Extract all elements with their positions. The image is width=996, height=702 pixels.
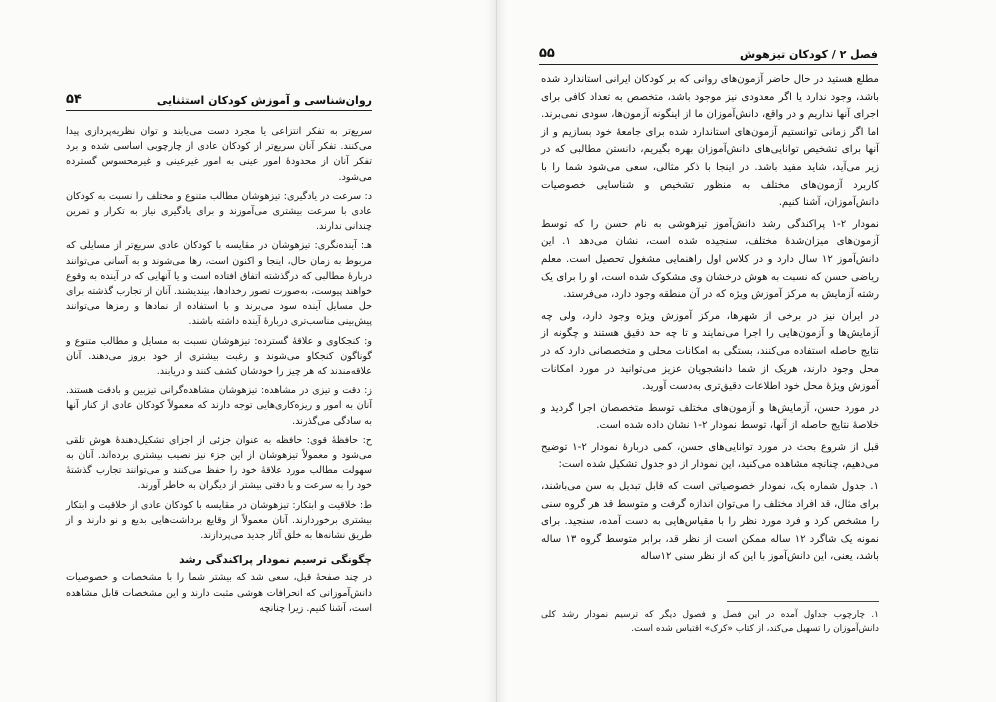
paragraph: و: کنجکاوی و علاقهٔ گسترده: تیزهوشان نسبت به مسایل و مطالب متنوع و گوناگون کنجکاو می‌شوند و رغبت بیشتری از خود بروز می‌دهند. آنان علاقه‌مندند که هر چیز را خودشان کشف کنند و دریابند. [66, 335, 372, 378]
paragraph: قبل از شروع بحث در مورد توانایی‌های حسن، کمی دربارهٔ نمودار ۲-۱ توضیح می‌دهیم، چنانچه مشاهده می‌کنید، این نمودار از دو جدول تشکیل شده است: [541, 441, 880, 471]
paragraph: در چند صفحهٔ قبل، سعی شد که بیشتر شما را با مشخصات و خصوصیات دانش‌آموزانی که انحرافات هوشی مثبت دارند و این مشخصات قابل مشاهده است، آشنا کنیم. زیرا چنانچه [66, 572, 372, 614]
paragraph: در مورد حسن، آزمایش‌ها و آزمون‌های مختلف توسط متخصصان اجرا گردید و خلاصهٔ نتایج حاصله از آنها، توسط نمودار ۲-۱ نشان داده شده است. [541, 402, 879, 432]
right-page [497, 0, 996, 702]
paragraph: ح: حافظهٔ قوی: حافظه به عنوان جزئی از اجزای تشکیل‌دهندهٔ هوش تلقی می‌شود و معمولاً تیزهوشان از این جزء نیز نصیب بیشتری برده‌اند. آنان به سهولت مطالب مورد علاقهٔ خود را حفظ می‌کنند و می‌توانند تجارب گذشتهٔ خود را به سرعت و با دقتی بیشتر از دیگران به خاطر آورند. [66, 434, 372, 492]
left-page [0, 0, 497, 702]
running-title: روان‌شناسی و آموزش کودکان استثنایی [156, 94, 372, 107]
paragraph: هـ: آینده‌نگری: تیزهوشان در مقایسه با کودکان عادی سریع‌تر از مسایلی که مربوط به زمان حال، اینجا و اکنون است، رها می‌شوند و به آسانی می‌توانند دربارهٔ مطالبی که درگذشته اتفاق افتاده است و یا آنهایی که در آینده به وقوع خواهند پیوست، به‌صورت تصور رخدادها، بیندیشند. آنان از تجارب گذشته برای حل مسایل آینده سود می‌برند و با استفاده از نمادها و رمزها می‌توانند پیش‌بینی مناسب‌تری دربارهٔ آینده داشته باشند. [66, 240, 372, 328]
page-number: ۵۵ [539, 46, 555, 61]
paragraph: ز: دقت و تیزی در مشاهده: تیزهوشان مشاهده‌گرانی تیزبین و بادقت هستند. آنان به امور و ریزه‌کاری‌هایی توجه دارند که معمولاً کودکان عادی از کنار آنها به سادگی می‌گذرند. [66, 385, 372, 427]
right-page-body [541, 71, 879, 570]
paragraph: ط: خلاقیت و ابتکار: تیزهوشان در مقایسه با کودکان عادی از خلاقیت و ابتکار بیشتری برخوردارند. آنان معمولاً از وقایع برداشت‌هایی بدیع و نو دارند و از طریق نشانه‌ها به خلق آثار جدید می‌پردازند. [66, 499, 372, 542]
footnote: ۱. چارچوب جداول آمده در این فصل و فصول دیگر که ترسیم نمودار رشد کلی دانش‌آموزان را تسهیل می‌کند، از کتاب «کرک» اقتباس شده است. [541, 610, 879, 634]
section-heading: چگونگی ترسیم نمودار پراکندگی رشد [179, 554, 372, 567]
paragraph: نمودار ۲-۱ پراکندگی رشد دانش‌آموز تیزهوشی به نام حسن را که توسط آزمون‌های میزان‌شدهٔ مختلف، سنجیده شده است، نشان می‌دهد ۱. این دانش‌آموز ۱۲ سال دارد و در کلاس اول راهنمایی مشغول تحصیل است. معلم ریاضی حسن که نسبت به هوش درخشان وی مشکوک شده است، او را برای یک رشته آزمایش به مرکز آموزش ویژه که در آن منطقه وجود دارد، می‌فرستد. [541, 218, 879, 301]
paragraph: ۱. جدول شماره یک، نمودار خصوصیاتی است که قابل تبدیل به سن می‌باشند، برای مثال، قد افراد مختلف را می‌توان اندازه گرفت و متوسط قد هر گروه سنی را مشخص کرد و فرد مورد نظر را با مقیاس‌هایی به دست آمده، سنجید. برای نمونه یک شاگرد ۱۲ ساله ممکن است از نظر قد، برابر متوسط گروه ۱۳ ساله باشد، یعنی، این دانش‌آموز با این که از نظر سنی ۱۲ساله [541, 481, 879, 563]
gutter-shadow [497, 0, 507, 702]
paragraph: د: سرعت در یادگیری: تیزهوشان مطالب متنوع و مختلف را نسبت به کودکان عادی با سرعت بیشتری می‌آموزند و برای یادگیری نیاز به تکرار و تمرین چندانی ندارند. [66, 190, 372, 233]
left-page-header [66, 92, 372, 111]
paragraph: مطلع هستید در حال حاضر آزمون‌های روانی که بر کودکان ایرانی استاندارد شده باشد، وجود ندارد یا اگر معدودی نیز موجود باشد، متخصص به تعداد کافی برای اجرای آنها نداریم و در واقع، دانش‌آموزان ما از اینگونه آزمون‌ها، سودی نمی‌برند. اما اگر زمانی توانستیم آزمون‌های استاندارد شده برای جامعهٔ خود بسازیم و از آنها برای تشخیص توانایی‌های دانش‌آموزان بهره بگیریم، دانستن مطالبی که در زیر می‌آید، شاید مفید باشد. در اینجا با ذکر مثالی، سعی می‌شود شما را با کاربرد آزمون‌های مختلف به منظور تشخیص و شناسایی خصوصیات دانش‌آموزان، آشنا کنیم. [541, 74, 879, 209]
running-title: فصل ۲ / کودکان تیزهوش [740, 48, 878, 61]
gutter-shadow [486, 0, 496, 702]
right-page-header [539, 46, 878, 65]
left-page-body [66, 124, 372, 620]
page-number: ۵۴ [66, 92, 82, 107]
footnote-divider [727, 601, 879, 602]
paragraph: در ایران نیز در برخی از شهرها، مرکز آموزش ویژه وجود دارد، ولی چه آزمایش‌ها و آزمون‌هایی را اجرا می‌نمایند و تا چه حد دقیق هستند و چگونه از نتایج حاصله استفاده می‌کنند، بستگی به امکانات محلی و متخصصانی دارد که در محل وجود دارند، هریک از شما دانشجویان عزیز می‌توانید در مورد امکانات آموزش ویژهٔ محل خود اطلاعات دقیق‌تری به‌دست آورید. [541, 310, 879, 393]
paragraph: سریع‌تر به تفکر انتزاعی یا مجرد دست می‌یابند و توان نظریه‌پردازی پیدا می‌کنند. تفکر آنان سریع‌تر از کودکان عادی از چارچوبی اساسی شده و برد تفکر آنان از محدودهٔ امور عینی به امور غیرعینی و غیرمحسوس گسترده می‌شود. [66, 126, 372, 183]
